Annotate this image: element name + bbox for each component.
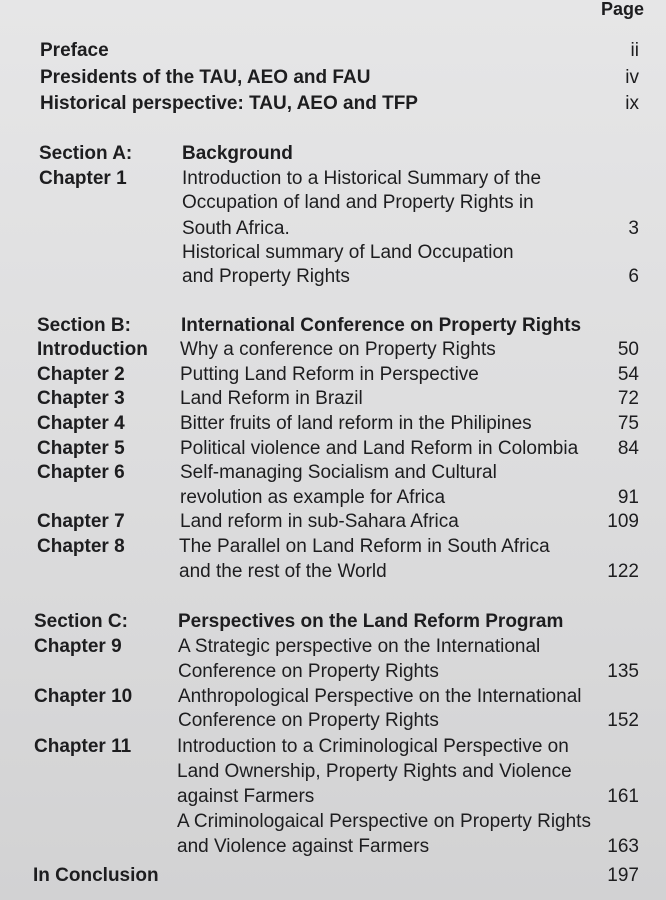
entry-title: Why a conference on Property Rights (180, 339, 496, 360)
entry-title: and Violence against Farmers (177, 836, 430, 857)
entry-title: Introduction to a Historical Summary of the (182, 168, 542, 189)
entry-label: Chapter 8 (37, 536, 125, 557)
entry-label: Section A: (39, 143, 133, 164)
toc-entry (0, 536, 666, 560)
page-number: 161 (607, 786, 639, 807)
entry-label: Chapter 1 (39, 168, 127, 189)
front-matter-title: Preface (40, 40, 109, 61)
toc-entry (0, 438, 666, 462)
section-heading-row (0, 315, 666, 339)
page-number: ii (630, 40, 639, 61)
entry-title: Putting Land Reform in Perspective (180, 364, 479, 385)
entry-title: Occupation of land and Property Rights in (182, 192, 534, 213)
toc-entry (0, 364, 666, 388)
toc-entry (0, 786, 666, 810)
entry-label: Chapter 9 (34, 636, 122, 657)
section-title: Perspectives on the Land Reform Program (178, 611, 564, 632)
entry-title: Conference on Property Rights (178, 661, 439, 682)
entry-title: Political violence and Land Reform in Colombia (180, 438, 579, 459)
entry-title: and Property Rights (182, 266, 350, 287)
page-number: 152 (607, 710, 639, 731)
toc-entry (0, 736, 666, 760)
entry-title: Self-managing Socialism and Cultural (180, 462, 497, 483)
toc-entry (0, 511, 666, 535)
page-number: 122 (607, 561, 639, 582)
section-title: International Conference on Property Rights (181, 315, 582, 336)
toc-entry (0, 836, 666, 860)
page-number: 109 (607, 511, 639, 532)
section-heading-row (0, 143, 666, 167)
entry-title: Conference on Property Rights (178, 710, 439, 731)
toc-entry (0, 462, 666, 486)
entry-label: In Conclusion (33, 865, 159, 886)
toc-entry (0, 388, 666, 412)
page-number: 75 (617, 413, 639, 434)
toc-entry (0, 218, 666, 242)
toc-entry (0, 811, 666, 835)
entry-title: A Strategic perspective on the International (178, 636, 541, 657)
entry-title: Land reform in sub-Sahara Africa (180, 511, 459, 532)
entry-title: Land Ownership, Property Rights and Violence (177, 761, 572, 782)
page-number: 84 (617, 438, 639, 459)
page-number: 91 (617, 487, 639, 508)
toc-entry (0, 266, 666, 290)
entry-label: Section C: (34, 611, 128, 632)
page-number: 6 (628, 266, 639, 287)
toc-entry (0, 561, 666, 585)
entry-title: and the rest of the World (179, 561, 387, 582)
toc-entry (0, 339, 666, 363)
page-number: 72 (617, 388, 639, 409)
toc-entry (0, 636, 666, 660)
entry-label: Chapter 6 (37, 462, 125, 483)
entry-title: against Farmers (177, 786, 315, 807)
page-number: 3 (628, 218, 639, 239)
entry-title: The Parallel on Land Reform in South Africa (179, 536, 550, 557)
toc-entry (0, 487, 666, 511)
entry-label: Chapter 11 (34, 736, 132, 757)
entry-label: Introduction (37, 339, 148, 360)
entry-label: Chapter 7 (37, 511, 125, 532)
entry-label: Section B: (37, 315, 131, 336)
entry-title: South Africa. (182, 218, 290, 239)
entry-label: Chapter 3 (37, 388, 125, 409)
toc-entry (0, 192, 666, 216)
entry-title: Land Reform in Brazil (180, 388, 363, 409)
front-matter-item (0, 67, 666, 91)
toc-entry (0, 413, 666, 437)
page-number: 163 (607, 836, 639, 857)
section-heading-row (0, 611, 666, 635)
page-number: 135 (607, 661, 639, 682)
entry-label: Chapter 2 (37, 364, 125, 385)
entry-title: Bitter fruits of land reform in the Philipines (180, 413, 532, 434)
page-column-heading: Page (600, 0, 644, 19)
page-number: 54 (617, 364, 639, 385)
entry-title: A Criminologaical Perspective on Property Rights (177, 811, 591, 832)
front-matter-title: Presidents of the TAU, AEO and FAU (40, 67, 371, 88)
entry-label: Chapter 4 (37, 413, 125, 434)
entry-title: revolution as example for Africa (180, 487, 446, 508)
front-matter-title: Historical perspective: TAU, AEO and TFP (40, 93, 418, 114)
entry-title: Anthropological Perspective on the International (178, 686, 582, 707)
section-title: Background (182, 143, 293, 164)
toc-entry (0, 710, 666, 734)
page-number: 50 (617, 339, 639, 360)
page-number: 197 (607, 865, 639, 886)
toc-entry (0, 661, 666, 685)
page-number: iv (625, 67, 639, 88)
entry-label: Chapter 10 (34, 686, 133, 707)
page-number: ix (625, 93, 639, 114)
toc-entry (0, 761, 666, 785)
entry-title: Introduction to a Criminological Perspective on (177, 736, 569, 757)
entry-title: Historical summary of Land Occupation (182, 242, 514, 263)
toc-entry (0, 242, 666, 266)
toc-entry (0, 865, 666, 889)
toc-entry (0, 168, 666, 192)
front-matter-item (0, 40, 666, 64)
front-matter-item (0, 93, 666, 117)
toc-entry (0, 686, 666, 710)
entry-label: Chapter 5 (37, 438, 125, 459)
